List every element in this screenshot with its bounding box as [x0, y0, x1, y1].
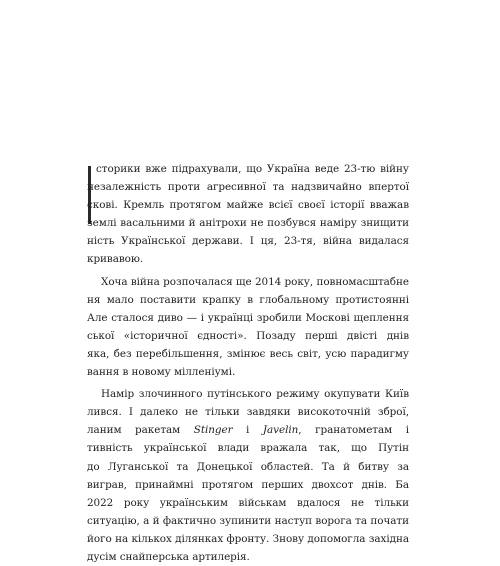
- text-line: сторики вже підрахували, що Україна веде 23-тю війну: [96, 163, 409, 175]
- body-text: [87, 160, 409, 566]
- text-line: кривавою.: [87, 253, 144, 266]
- text-line: землі васальними й анітрохи не позбувся наміру знищити: [87, 217, 409, 230]
- text-line: лився. І далеко не тільки завдяки високоточній зброї,: [87, 406, 409, 419]
- text-line: дусім снайперська артилерія.: [87, 550, 250, 563]
- text-line: виграв, принаймні протягом перших двохсот днів. Ба: [87, 478, 409, 491]
- text-line: його на кількох ділянках фронту. Знову допомогла західна: [87, 532, 409, 545]
- text-line: Намір злочинного путінського режиму окупувати Київ: [101, 388, 409, 401]
- text-line: ситуацію, а й фактично зупинити наступ ворога та почати: [87, 514, 409, 527]
- text-line: ланим ракетам Stinger і Javelin, гранатометам і: [87, 424, 409, 437]
- text-line: ність Української держави. І ця, 23-тя, війна видалася: [87, 235, 409, 248]
- text-line: вання в новому мілленіумі.: [87, 366, 236, 379]
- text-line: 2022 року українським військам вдалося не тільки: [87, 496, 409, 509]
- italic-term: Javelin: [262, 424, 299, 437]
- text-line: тивність української влади вражала так, що Путін: [87, 442, 409, 455]
- text-line: до Луганської та Донецької областей. Та й битву за: [87, 460, 409, 473]
- text-line: скові. Кремль протягом майже всієї своєї історії вважав: [87, 199, 409, 212]
- text-line: Хоча війна розпочалася ще 2014 року, повномасштабне: [101, 275, 409, 288]
- text-line: ської «історичної єдності». Позаду перші двісті днів: [87, 329, 409, 342]
- italic-term: Stinger: [193, 424, 233, 437]
- text-line: Але сталося диво — і українці зробили Москові щеплення: [87, 311, 409, 324]
- text-line: ня мало поставити крапку в глобальному протистоянні: [87, 293, 409, 306]
- text-line: незалежність проти агресивної та надзвичайно впертої: [87, 181, 409, 194]
- text-line: яка, без перебільшення, змінює весь світ, усю парадигму: [87, 347, 409, 360]
